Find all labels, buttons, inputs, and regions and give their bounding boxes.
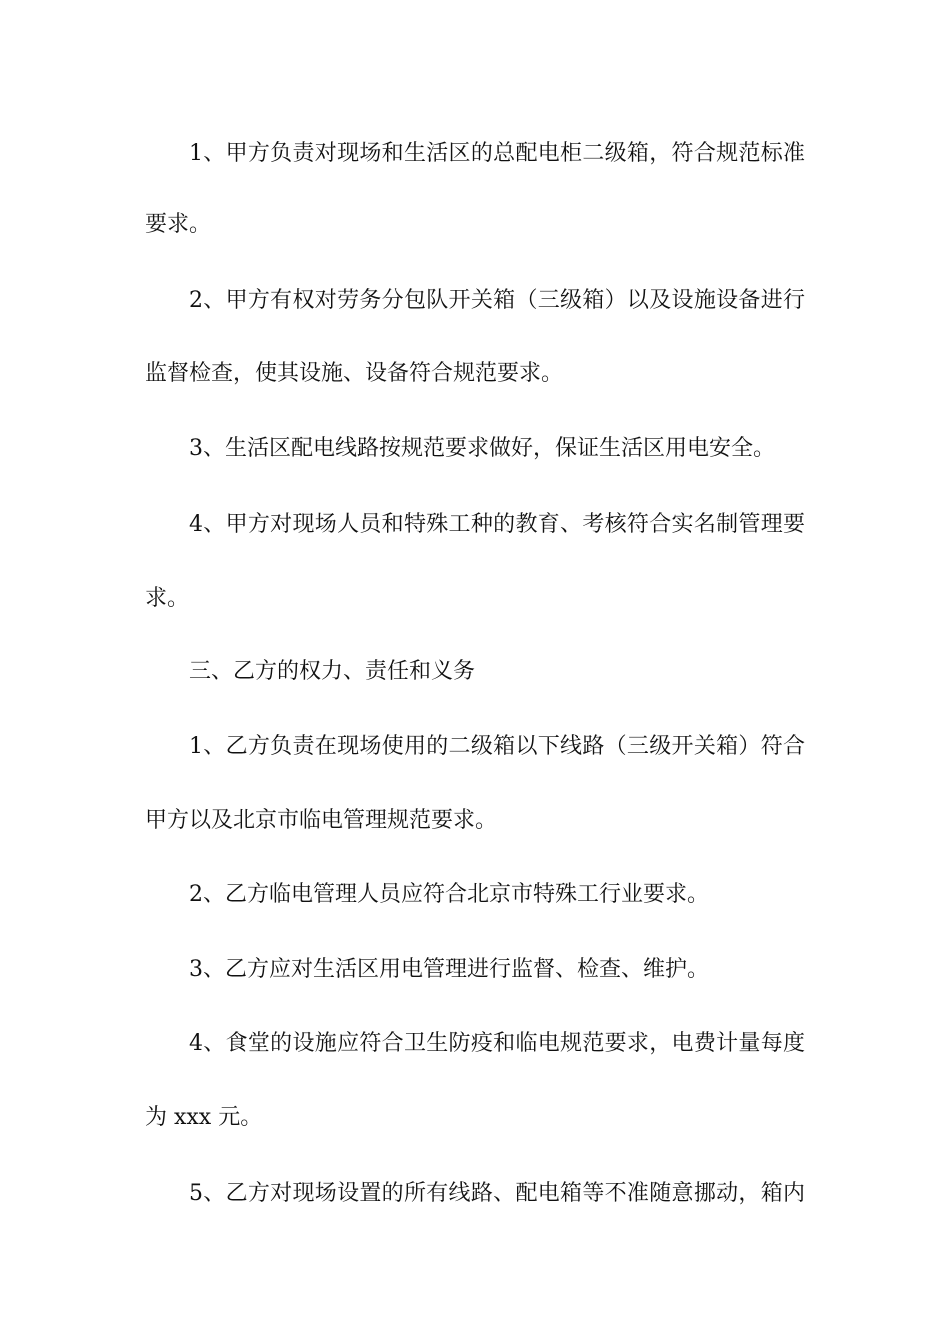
- paragraph-party-a-2-line-1: 2、甲方有权对劳务分包队开关箱（三级箱）以及设施设备进行: [189, 288, 805, 313]
- paragraph-party-b-2: 2、乙方临电管理人员应符合北京市特殊工行业要求。: [189, 882, 709, 907]
- section-heading-party-b: 三、乙方的权力、责任和义务: [189, 659, 476, 684]
- paragraph-party-a-2-line-2: 监督检查，使其设施、设备符合规范要求。: [145, 361, 564, 386]
- paragraph-party-a-4-line-1: 4、甲方对现场人员和特殊工种的教育、考核符合实名制管理要: [189, 512, 805, 537]
- paragraph-party-a-4-line-2: 求。: [145, 586, 190, 611]
- paragraph-party-a-3: 3、生活区配电线路按规范要求做好，保证生活区用电安全。: [189, 436, 775, 461]
- paragraph-party-b-5-line-1: 5、乙方对现场设置的所有线路、配电箱等不准随意挪动，箱内: [189, 1181, 805, 1206]
- paragraph-party-b-1-line-2: 甲方以及北京市临电管理规范要求。: [145, 808, 498, 833]
- paragraph-party-b-1-line-1: 1、乙方负责在现场使用的二级箱以下线路（三级开关箱）符合: [189, 734, 805, 759]
- paragraph-party-b-3: 3、乙方应对生活区用电管理进行监督、检查、维护。: [189, 957, 709, 982]
- paragraph-party-a-1-line-1: 1、甲方负责对现场和生活区的总配电柜二级箱，符合规范标准: [189, 141, 805, 166]
- paragraph-party-b-4-line-1: 4、食堂的设施应符合卫生防疫和临电规范要求，电费计量每度: [189, 1031, 805, 1056]
- paragraph-party-a-1-line-2: 要求。: [145, 212, 212, 237]
- paragraph-party-b-4-line-2: 为 xxx 元。: [145, 1105, 263, 1130]
